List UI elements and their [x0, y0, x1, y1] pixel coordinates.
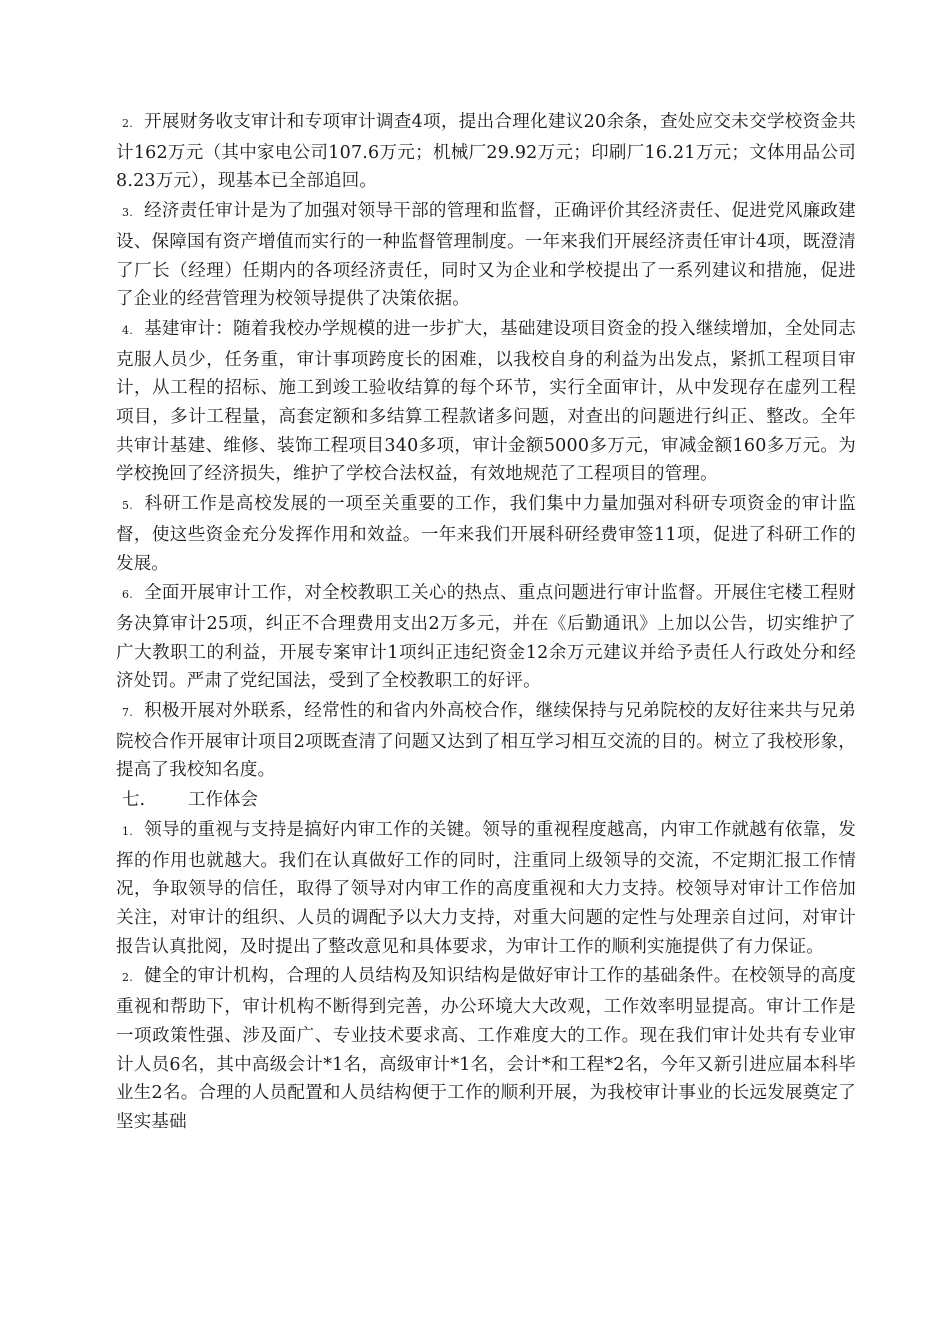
section-paragraph-item-1: [116, 816, 856, 962]
paragraph-number: 2.: [122, 971, 133, 985]
paragraph-number: 1.: [122, 824, 133, 838]
paragraph-item-5: [116, 490, 856, 578]
paragraph-number: 3.: [122, 206, 133, 220]
paragraph-text: 科研工作是高校发展的一项至关重要的工作，我们集中力量加强对科研专项资金的审计监督，使这些资金充分发挥作用和效益。一年来我们开展科研经费审签11项，促进了科研工作的发展。: [116, 494, 856, 574]
section-heading-text: 工作体会: [188, 790, 258, 811]
paragraph-number: 7.: [122, 706, 133, 720]
section-heading: [116, 786, 856, 815]
paragraph-number: 5.: [122, 499, 133, 513]
paragraph-item-4: [116, 315, 856, 489]
paragraph-text: 全面开展审计工作，对全校教职工关心的热点、重点问题进行审计监督。开展住宅楼工程财务决算审计25项，纠正不合理费用支出2万多元，并在《后勤通讯》上加以公告，切实维护了广大教职工的利益，开展专案审计1项纠正违纪资金12余万元建议并给予责任人行政处分和经济处罚。严肃了党纪国法，受到了全校教职工的好评。: [116, 583, 856, 692]
document-body: [116, 108, 856, 1138]
paragraph-item-6: [116, 579, 856, 696]
paragraph-number: 2.: [122, 117, 133, 130]
paragraph-text: 开展财务收支审计和专项审计调查4项，提出合理化建议20余条，查处应交未交学校资金共计162万元（其中家电公司107.6万元；机械厂29.92万元；印刷厂16.21万元；文体用品公司8.23万元），现基本已全部追回。: [116, 112, 856, 192]
paragraph-item-2: [116, 108, 856, 196]
section-heading-number: 七.: [122, 790, 146, 811]
paragraph-item-7: [116, 697, 856, 785]
paragraph-text: 积极开展对外联系，经常性的和省内外高校合作，继续保持与兄弟院校的友好往来共与兄弟院校合作开展审计项目2项既查清了问题又达到了相互学习相互交流的目的。树立了我校形象，提高了我校知名度。: [116, 701, 856, 781]
paragraph-number: 6.: [122, 588, 133, 602]
paragraph-text: 经济责任审计是为了加强对领导干部的管理和监督，正确评价其经济责任、促进党风廉政建设、保障国有资产增值而实行的一种监督管理制度。一年来我们开展经济责任审计4项，既澄清了厂长（经理）任期内的各项经济责任，同时又为企业和学校提出了一系列建议和措施，促进了企业的经营管理为校领导提供了决策依据。: [116, 201, 856, 310]
paragraph-item-3: [116, 197, 856, 314]
paragraph-text: 领导的重视与支持是搞好内审工作的关键。领导的重视程度越高，内审工作就越有依靠，发挥的作用也就越大。我们在认真做好工作的同时，注重同上级领导的交流，不定期汇报工作情况，争取领导的信任，取得了领导对内审工作的高度重视和大力支持。校领导对审计工作倍加关注，对审计的组织、人员的调配予以大力支持，对重大问题的定性与处理亲自过问，对审计报告认真批阅，及时提出了整改意见和具体要求，为审计工作的顺利实施提供了有力保证。: [116, 819, 856, 957]
paragraph-number: 4.: [122, 323, 133, 337]
paragraph-text: 基建审计：随着我校办学规模的进一步扩大，基础建设项目资金的投入继续增加，全处同志克服人员少，任务重，审计事项跨度长的困难，以我校自身的利益为出发点，紧抓工程项目审计，从工程的招标、施工到竣工验收结算的每个环节，实行全面审计，从中发现存在虚列工程项目，多计工程量，高套定额和多结算工程款诸多问题，对查出的问题进行纠正、整改。全年共审计基建、维修、装饰工程项目340多项，审计金额5000多万元，审减金额160多万元。为学校挽回了经济损失，维护了学校合法权益，有效地规范了工程项目的管理。: [116, 318, 856, 485]
section-paragraph-item-2: [116, 962, 856, 1136]
paragraph-text: 健全的审计机构，合理的人员结构及知识结构是做好审计工作的基础条件。在校领导的高度重视和帮助下，审计机构不断得到完善，办公环境大大改观，工作效率明显提高。审计工作是一项政策性强、涉及面广、专业技术要求高、工作难度大的工作。现在我们审计处共有专业审计人员6名，其中高级会计*1名，高级审计*1名，会计*和工程*2名，今年又新引进应届本科毕业生2名。合理的人员配置和人员结构便于工作的顺利开展，为我校审计事业的长远发展奠定了坚实基础: [116, 966, 856, 1132]
